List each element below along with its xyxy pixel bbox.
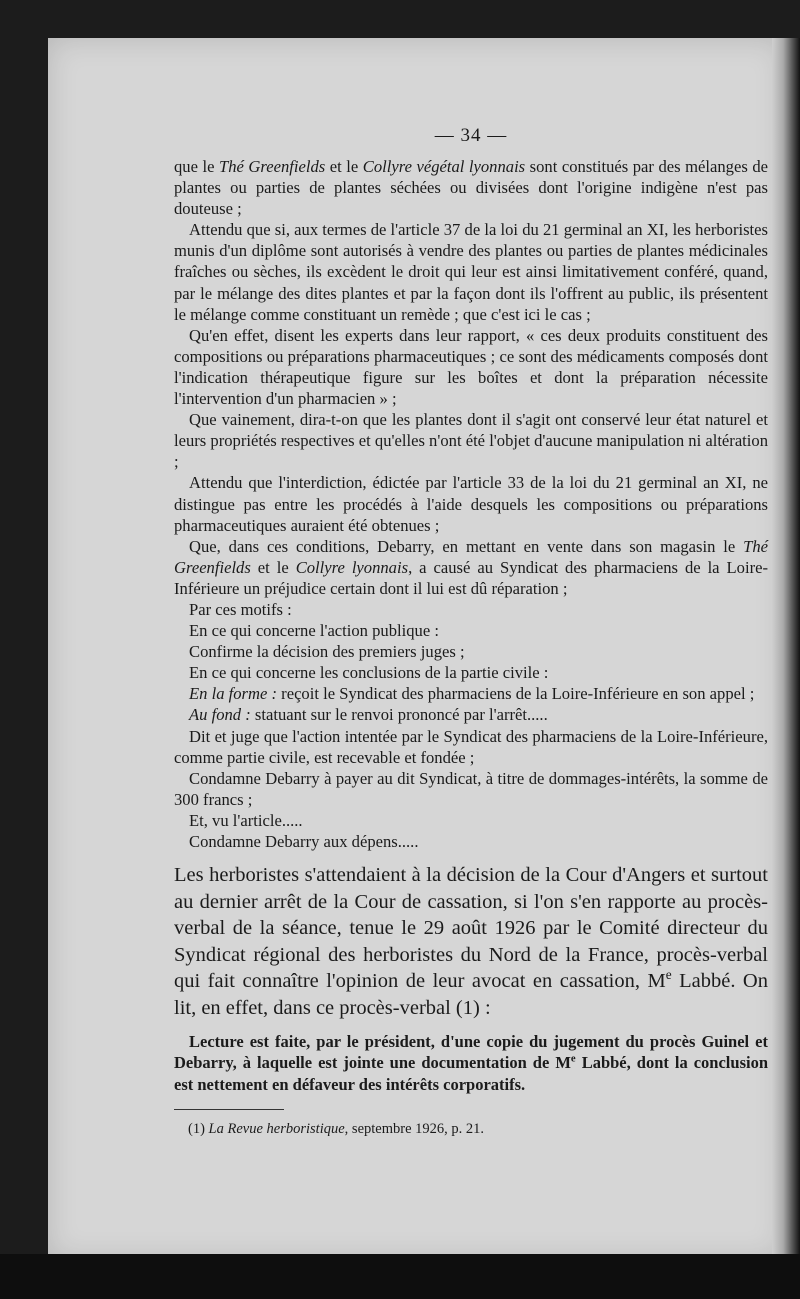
quoted-minutes [174,1031,768,1096]
footnote-divider [174,1109,284,1110]
footnote: (1) La Revue herboristique, septembre 1926, p. 21. [188,1121,485,1138]
paragraph-14: Condamne Debarry à payer au dit Syndicat, à titre de dommages-intérêts, la somme de 300 francs ; [174,768,768,809]
paragraph-9: Confirme la décision des premiers juges ; [189,642,465,662]
page-edge [772,38,800,1260]
page-content [174,125,768,1138]
paragraph-2: Attendu que si, aux termes de l'article 37 de la loi du 21 germinal an XI, les herboristes munis d'un diplôme sont autorisés à vendre des plantes ou parties de plantes médicinales fraîches ou sèches, ils excèdent le droit qui leur est ainsi limitativement conféré, quand, par le mélange des dites plantes et par la façon dont ils l'offrent au public, ils présentent le mélange comme constituant un remède ; que c'est ici le cas ; [174,220,768,324]
paragraph-4: Que vainement, dira-t-on que les plantes dont il s'agit ont conservé leur état naturel et leurs propriétés respectives et qu'elles n'ont été l'objet d'aucune manipulation ni altération ; [174,410,768,472]
commentary-text: Les herboristes s'attendaient à la décision de la Cour d'Angers et surtout au dernier arrêt de la Cour de cassation, si l'on s'en rapporte au procès-verbal de la séance, tenue le 29 août 1926 par le Comité directeur du Syndicat régional des herboristes du Nord de la France, procès-verbal qui fait connaître l'opinion de leur avocat en cassation, Me Labbé. On lit, en effet, dans ce procès-verbal (1) : [174,864,768,1020]
paragraph-7: Par ces motifs : [189,599,292,619]
paragraph-8: En ce qui concerne l'action publique : [189,621,439,641]
scan-background [0,1254,800,1299]
paragraph-11: En la forme : reçoit le Syndicat des pharmaciens de la Loire-Inférieure en son appel ; [189,684,755,704]
commentary-paragraph [174,862,768,1022]
paragraph-15: Et, vu l'article..... [189,810,303,830]
judgment-text [174,156,768,852]
paragraph-1: que le Thé Greenfields et le Collyre végétal lyonnais sont constitués par des mélanges de plantes ou parties de plantes séchées ou divisées dont l'origine indigène n'est pas douteuse ; [174,157,768,219]
paragraph-16: Condamne Debarry aux dépens..... [189,832,419,851]
paragraph-5: Attendu que l'interdiction, édictée par l'article 33 de la loi du 21 germinal an XI, ne distingue pas entre les procédés à l'aide desquels les compositions ou préparations pharmaceutiques auraient été obtenues ; [174,473,768,535]
paragraph-6: Que, dans ces conditions, Debarry, en mettant en vente dans son magasin le Thé Greenfields et le Collyre lyonnais, a causé au Syndicat des pharmaciens de la Loire-Inférieure un préjudice certain dont il lui est dû réparation ; [174,536,768,598]
paragraph-13: Dit et juge que l'action intentée par le Syndicat des pharmaciens de la Loire-Inférieure, comme partie civile, est recevable et fondée ; [174,726,768,767]
paragraph-12: Au fond : statuant sur le renvoi prononcé par l'arrêt..... [189,705,548,725]
page-number: — 34 — [434,125,508,146]
paragraph-3: Qu'en effet, disent les experts dans leur rapport, « ces deux produits constituent des compositions ou préparations pharmaceutiques ; ce sont des médicaments composés dont l'indication thérapeutique figure sur les boîtes et dont la préparation nécessite l'intervention d'un pharmacien » ; [174,325,768,409]
paragraph-10: En ce qui concerne les conclusions de la partie civile : [189,663,549,683]
minutes-text: Lecture est faite, par le président, d'une copie du jugement du procès Guinel et Debarry, à laquelle est jointe une documentation de Me Labbé, dont la conclusion est nettement en défaveur des intérêts corporatifs. [174,1031,768,1094]
